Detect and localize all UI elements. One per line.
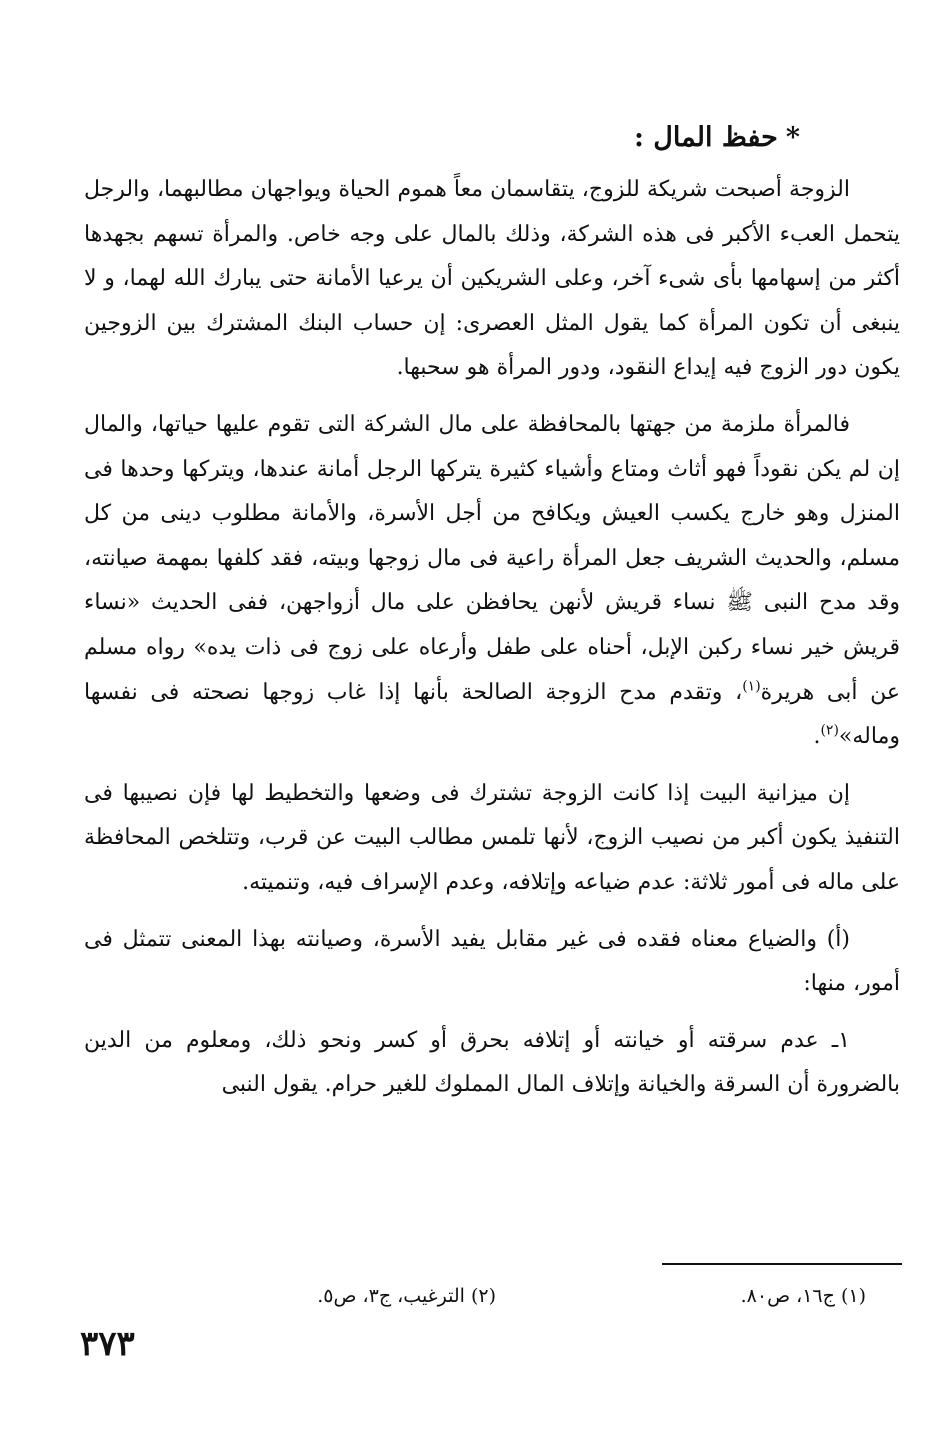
paragraph-4-text: (أ) والضياع معناه فقده فى غير مقابل يفيد الأسرة، وصيانته بهذا المعنى تتمثل فى أمور، منها: (84, 926, 900, 997)
heading-marker: * (785, 122, 800, 153)
paragraph-2-tail: . (813, 724, 821, 750)
paragraph-2-text: فالمرأة ملزمة من جهتها بالمحافظة على مال الشركة التى تقوم عليها حياتها، والمال إن لم يكن نقوداً فهو أثاث ومتاع وأشياء كثيرة يتركها الرجل أمانة عندها، ويتركها وحدها فى المنزل وهو خارج يكسب العيش ويكافح من أجل الأسرة، والأمانة مطلوب دينى من كل مسلم، والحديث الشريف جعل المرأة راعية فى مال زوجها وبيته، فقد كلفها بمهمة صيانته، وقد مدح النبى ﷺ نساء قريش لأنهن يحافظن على مال أزواجهن، ففى الحديث «نساء قريش خير نساء ركبن الإبل، أحناه على طفل وأرعاه على زوج فى ذات يده» رواه مسلم عن أبى هريرة (84, 411, 901, 705)
footnote-2: (٢) الترغيب، ج٣، ص٥. (317, 1285, 496, 1307)
footnote-ref-2: (٢) (820, 722, 839, 739)
footnote-ref-1: (١) (742, 678, 761, 695)
page-number: ٣٧٣ (80, 1324, 135, 1364)
paragraph-5 (84, 1019, 900, 1108)
body-text (84, 168, 900, 1120)
paragraph-2-text-after: ، وتقدم مدح الزوجة الصالحة بأنها إذا غاب زوجها نصحته فى نفسها وماله» (84, 679, 900, 750)
paragraph-4 (84, 918, 900, 1007)
paragraph-1-text: الزوجة أصبحت شريكة للزوج، يتقاسمان معاً هموم الحياة ويواجهان مطالبهما، والرجل يتحمل العبء الأكبر فى هذه الشركة، وذلك بالمال على وجه خاص. والمرأة تسهم بجهدها أكثر من إسهامها بأى شىء آخر، وعلى الشريكين أن يرعيا الأمانة حتى يبارك الله لهما، و لا ينبغى أن تكون المرأة كما يقول المثل العصرى: إن حساب البنك المشترك بين الزوجين يكون دور الزوج فيه إيداع النقود، ودور المرأة هو سحبها. (84, 177, 900, 381)
footnote-divider (662, 1263, 902, 1265)
paragraph-3 (84, 772, 900, 906)
paragraph-1 (84, 168, 900, 391)
heading-title: حفظ المال : (633, 122, 778, 153)
footnote-1: (١) ج١٦، ص٨٠. (740, 1285, 866, 1307)
paragraph-2 (84, 403, 900, 760)
paragraph-5-text: ١ـ عدم سرقته أو خيانته أو إتلافه بحرق أو كسر ونحو ذلك، ومعلوم من الدين بالضرورة أن السرقة والخيانة وإتلاف المال المملوك للغير حرام. يقول النبى (84, 1027, 900, 1098)
paragraph-3-text: إن ميزانية البيت إذا كانت الزوجة تشترك فى وضعها والتخطيط لها فإن نصيبها فى التنفيذ يكون أكبر من نصيب الزوج، لأنها تلمس مطالب البيت عن قرب، وتتلخص المحافظة على ماله فى أمور ثلاثة: عدم ضياعه وإتلافه، وعدم الإسراف فيه، وتنميته. (84, 780, 900, 895)
section-heading (634, 118, 800, 158)
